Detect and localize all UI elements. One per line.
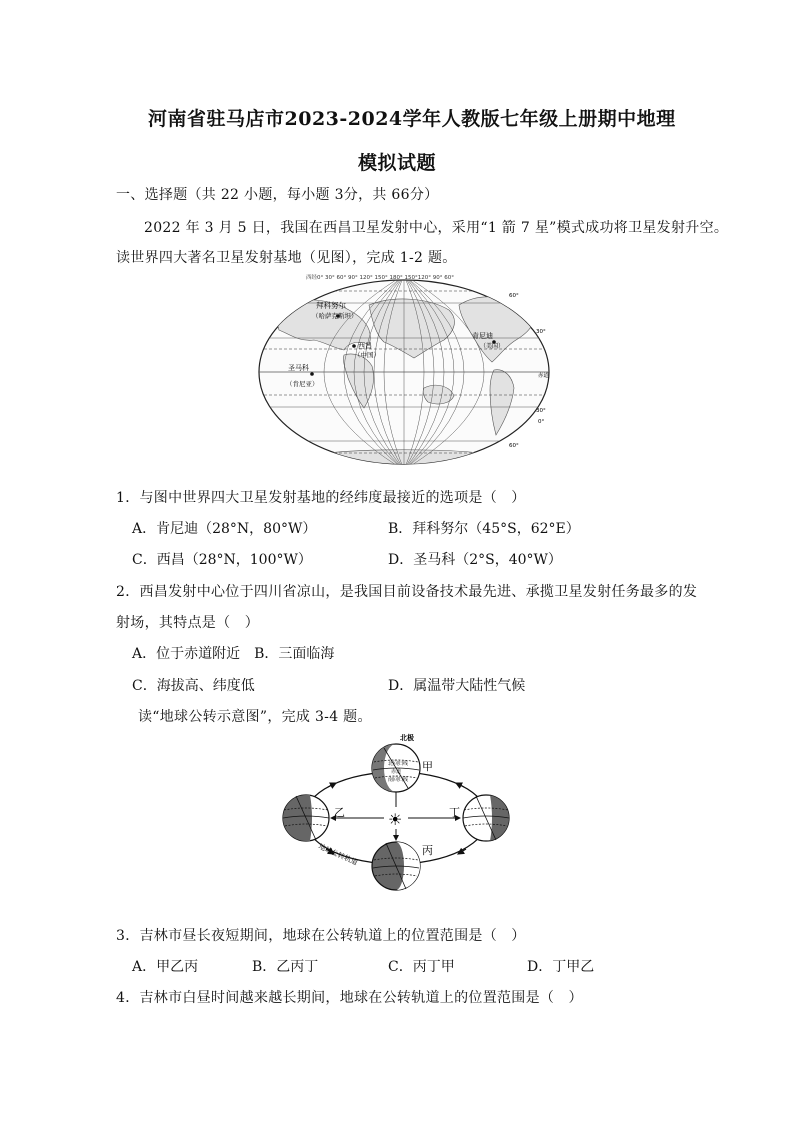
q1-option-b: B．拜科努尔（45°S，62°E）	[388, 521, 580, 537]
q2-stem-line-1: 2．西昌发射中心位于四川省凉山，是我国目前设备技术最先进、承揽卫星发射任务最多的发	[116, 584, 698, 600]
q3-option-d: D．丁甲乙	[527, 959, 595, 975]
earth-orbit-diagram	[276, 728, 516, 893]
sun-icon: ☀	[388, 810, 403, 829]
earth-yi	[283, 795, 329, 841]
q2-option-ab: A．位于赤道附近 B．三面临海	[132, 646, 335, 662]
q3-option-b: B．乙丙丁	[252, 959, 319, 975]
q1-stem: 1．与图中世界四大卫星发射基地的经纬度最接近的选项是（ ）	[116, 490, 526, 506]
position-ding-label: 丁	[449, 806, 460, 819]
position-yi-label: 乙	[334, 806, 345, 819]
xichang-label: 西昌	[358, 342, 372, 350]
q3-stem: 3．吉林市昼长夜短期间，地球在公转轨道上的位置范围是（ ）	[116, 928, 526, 944]
tropic-north-label: 北回归线	[388, 761, 409, 767]
q3-option-a: A．甲乙丙	[132, 959, 199, 975]
q1-option-a: A．肯尼迪（28°N，80°W）	[132, 521, 317, 537]
page-title: 河南省驻马店市2023-2024学年人教版七年级上册期中地理	[148, 108, 676, 130]
section-heading: 一、选择题（共 22 小题，每小题 3分，共 66分）	[116, 187, 439, 203]
usa-label: （美国）	[480, 343, 505, 350]
lat-label-60n: 60°	[509, 293, 519, 299]
lat-label-30n: 30°	[536, 329, 546, 335]
q1-option-d: D．圣马科（2°S，40°W）	[388, 552, 562, 568]
map-top-scale: 西经0° 30° 60° 90° 120° 150° 180° 150°120° 90° 60°	[306, 275, 454, 281]
sanmarco-label: 圣马科	[288, 364, 309, 372]
lat-label-60s: 60°	[509, 443, 519, 449]
earth-bing	[372, 842, 420, 890]
orbit-label: 地球公转轨道	[317, 842, 359, 867]
q2-stem-line-2: 射场，其特点是（ ）	[116, 615, 259, 631]
lat-label-30s: 30°	[536, 408, 546, 414]
position-jia-label: 甲	[422, 760, 433, 773]
lat-label-0: 0°	[538, 419, 545, 425]
north-pole-label: 北极	[400, 734, 414, 742]
intro-line-1: 2022 年 3 月 5 日，我国在西昌卫星发射中心，采用“1 箭 7 星”模式成功将卫星发射升空。	[144, 220, 729, 236]
earth-jia	[372, 744, 420, 792]
equator-label: 赤道	[538, 373, 550, 379]
intro-line-2: 读世界四大著名卫星发射基地（见图），完成 1-2 题。	[116, 250, 457, 266]
q3-option-c: C．丙丁甲	[388, 959, 455, 975]
kennedy-label: 肯尼迪	[472, 332, 493, 340]
xichang-marker	[352, 344, 356, 348]
kenya-label: （肯尼亚）	[286, 380, 319, 388]
position-bing-label: 丙	[422, 844, 433, 857]
q2-option-c: C．海拔高、纬度低	[132, 678, 255, 694]
kazakhstan-label: （哈萨克斯坦）	[312, 312, 358, 320]
world-launch-sites-map	[254, 270, 554, 475]
q1-option-c: C．西昌（28°N，100°W）	[132, 552, 312, 568]
earth-equator-label: 赤道	[391, 769, 402, 775]
intro-2: 读“地球公转示意图”，完成 3-4 题。	[138, 709, 372, 725]
china-label: （中国）	[354, 351, 380, 359]
q4-stem: 4．吉林市白昼时间越来越长期间，地球在公转轨道上的位置范围是（ ）	[116, 990, 583, 1006]
baikonur-label: 拜科努尔	[316, 301, 346, 310]
q2-option-d: D．属温带大陆性气候	[388, 678, 526, 694]
tropic-south-label: 南回归线	[388, 777, 409, 783]
earth-ding	[463, 795, 509, 841]
sanmarco-marker	[310, 372, 314, 376]
page-subtitle: 模拟试题	[358, 152, 437, 174]
